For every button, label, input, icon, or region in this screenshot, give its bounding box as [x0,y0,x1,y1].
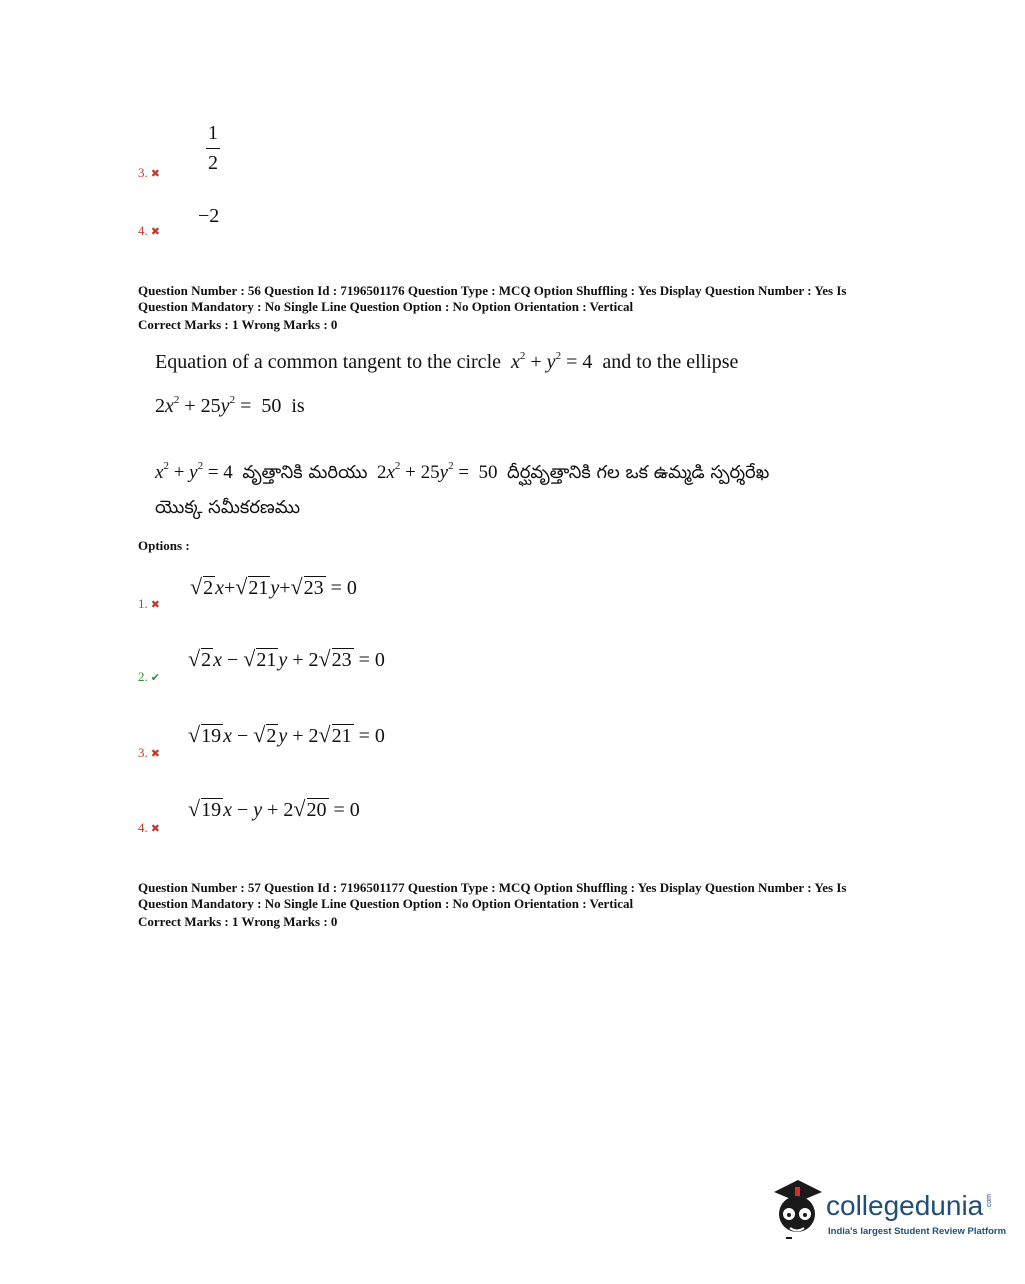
wrong-mark-icon: ✖ [150,599,160,611]
question-56-meta: Question Number : 56 Question Id : 7196501176 Question Type : MCQ Option Shuffling : Yes Display Question Number : Yes Is Question Mandatory : No Single Line Question Option : No Option Orientation : Vertical Correct Marks : 1 Wrong Marks : 0 [138,283,847,332]
option-1 [138,596,160,612]
option-number: 1. [138,596,148,611]
option-3 [138,745,160,761]
question-56-text-telugu: $x^2 + y^2 = 4$ వృత్తానికి మరియు $2x^2 + 25y^2 = 50$ దీర్ఘవృత్తానికి గల ఒక ఉమ్మడి స్పర్శరేఖ [155,460,770,483]
question-56-text-telugu-line2: యొక్క సమీకరణము [155,497,301,518]
option-4 [138,820,160,836]
logo-com: .com [986,1194,993,1210]
prev-option-3-value: 1 2 [208,122,218,174]
question-57-meta: Question Number : 57 Question Id : 7196501177 Question Type : MCQ Option Shuffling : Yes Display Question Number : Yes Is Question Mandatory : No Single Line Question Option : No Option Orientation : Vertical Correct Marks : 1 Wrong Marks : 0 [138,880,847,929]
wrong-mark-icon: ✖ [150,823,160,835]
option-number: 2. [138,669,148,684]
option-3-equation: √19 x − √2 y + 2√21 = 0 [188,722,385,747]
option-number: 4. [138,223,148,238]
option-1-equation: √2 x+√21 y+√23 = 0 [190,574,357,599]
wrong-mark-icon: ✖ [150,168,160,180]
question-56-equation: $2x^2 + 25y^2 = 50$ is [155,394,305,417]
wrong-mark-icon: ✖ [150,748,160,760]
option-2-equation: √2 x − √21 y + 2√23 = 0 [188,646,385,671]
option-2 [138,669,160,685]
collegedunia-logo [768,1178,1007,1248]
wrong-mark-icon: ✖ [150,226,160,238]
mascot-icon [768,1178,826,1240]
question-56-text-english: Equation of a common tangent to the circle $x^2 + y^2 = 4$ and to the ellipse [155,350,739,373]
option-4-equation: √19 x − y + 2√20 = 0 [188,796,360,821]
logo-wordmark: collegedunia [826,1190,984,1221]
option-number: 3. [138,745,148,760]
option-number: 4. [138,820,148,835]
logo-tagline: India's largest Student Review Platform [828,1226,1007,1237]
correct-check-icon: ✔ [150,672,160,684]
options-label: Options : [138,538,190,553]
prev-option-4-value: −2 [198,205,220,227]
option-number: 3. [138,165,148,180]
